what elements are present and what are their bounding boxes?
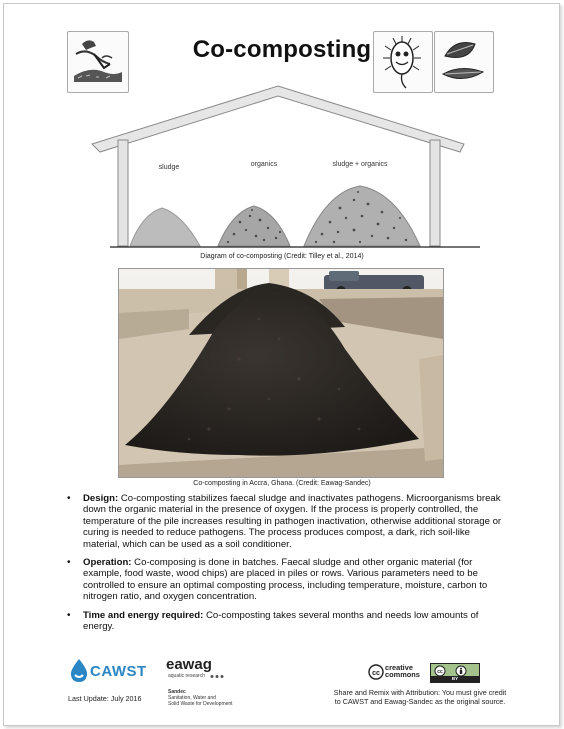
bullet-text: Co-composting takes several months and needs low amounts of energy. <box>83 609 479 633</box>
shelter-left-wall <box>118 140 128 246</box>
eawag-subline: aquatic research <box>168 673 205 679</box>
svg-text:cc: cc <box>372 670 380 677</box>
svg-text:cc: cc <box>437 669 443 676</box>
organics-pile <box>218 206 290 246</box>
diagram-label-mix: sludge + organics <box>332 161 388 168</box>
co-composting-diagram <box>90 82 480 250</box>
bullet-operation <box>67 557 507 603</box>
water-drop-icon <box>68 658 90 684</box>
bullet-dot: • <box>67 557 71 569</box>
sandec-line: Sandec <box>168 689 186 695</box>
bullet-term: Time and energy required: <box>83 609 204 621</box>
cawst-wordmark: CAWST <box>90 663 147 680</box>
page-title: Co-composting <box>192 36 372 63</box>
diagram-label-sludge: sludge <box>158 164 180 171</box>
cc-badge-label: BY <box>431 676 479 682</box>
sandec-line: Sanitation, Water and <box>168 695 216 701</box>
creative-commons-logo <box>368 663 428 681</box>
compost-pile-photo <box>118 268 444 478</box>
bullet-text: Co-composing is done in batches. Faecal sludge and other organic material (for example, food waste, wood chips) are placed in piles or rows. Various parameters need to be controlled to ensure an optimal composting process, including temperature, moisture, carbon to nitrogen ratio, and oxygen concentration. <box>83 557 488 603</box>
attribution-credit <box>316 688 524 706</box>
cc-wordmark: creative commons <box>385 663 420 679</box>
diagram-caption: Diagram of co-composting (Credit: Tilley et al., 2014) <box>200 253 364 260</box>
bullet-text: Co-composting stabilizes faecal sludge and inactivates pathogens. Microorganisms break down the organic material in the presence of oxygen. If the process is properly controlled, the temperature of the pile increases resulting in pathogen inactivation, otherwise additional storage or curing is needed to reduce pathogens. The process produces compost, a dark, rich soil-like material, which can be used as a soil conditioner. <box>83 493 502 550</box>
eawag-wordmark: eawag <box>166 656 212 673</box>
bullet-dot: • <box>67 493 71 504</box>
bullet-time-energy <box>67 610 507 633</box>
sludge-pile <box>130 208 200 246</box>
bullet-design <box>67 493 507 550</box>
sandec-line: Solid Waste for Development <box>168 701 233 707</box>
eawag-logo <box>166 656 236 686</box>
shelter-right-wall <box>430 140 440 246</box>
eawag-dots-icon <box>210 674 226 679</box>
cawst-logo <box>68 658 148 684</box>
credit-line: to CAWST and Eawag-Sandec as the original source. <box>334 697 506 706</box>
bullet-term: Operation: <box>83 557 132 569</box>
photo-caption: Co-composting in Accra, Ghana. (Credit: Eawag-Sandec) <box>193 480 371 487</box>
credit-line: Share and Remix with Attribution: You must give credit <box>333 688 507 697</box>
cc-by-badge <box>430 663 480 683</box>
bullet-term: Design: <box>83 493 119 504</box>
last-update: Last Update: July 2016 <box>68 694 142 703</box>
bullet-list <box>67 493 507 639</box>
diagram-label-organics: organics <box>250 161 278 168</box>
cc-circle-icon <box>368 664 384 680</box>
shelter-roof <box>92 86 464 152</box>
bullet-dot: • <box>67 609 71 621</box>
sandec-text <box>168 689 233 707</box>
